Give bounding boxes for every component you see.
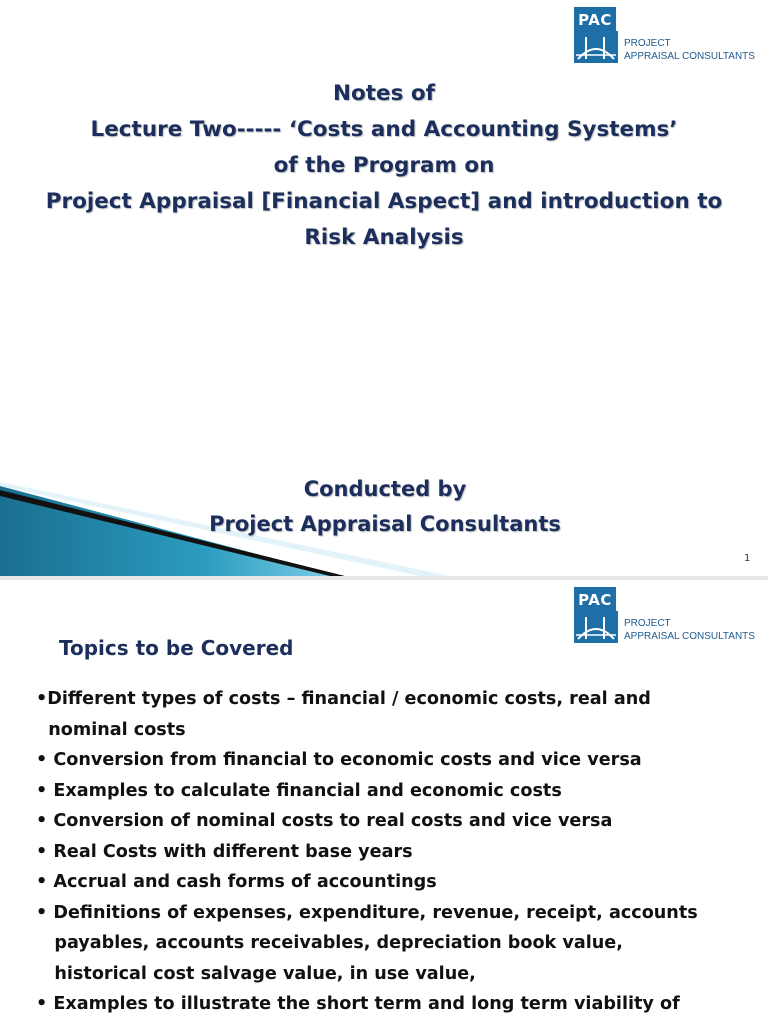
- logo-line-2: APPRAISAL CONSULTANTS: [624, 51, 755, 62]
- page-number: 1: [744, 553, 751, 564]
- list-item: • Definitions of expenses, expenditure, revenue, receipt, accounts: [36, 902, 698, 923]
- logo-badge: PAC: [574, 587, 616, 613]
- list-item: • Conversion of nominal costs to real costs and vice versa: [36, 811, 613, 831]
- list-item: nominal costs: [36, 719, 186, 740]
- title-line: Project Appraisal [Financial Aspect] and introduction to: [45, 189, 723, 214]
- title-line: of the Program on: [273, 153, 495, 178]
- list-item: • Conversion from financial to economic costs and vice versa: [36, 750, 642, 770]
- list-item: • Real Costs with different base years: [36, 841, 413, 862]
- bridge-logo-icon: [574, 31, 618, 63]
- conducted-line: Conducted by: [303, 477, 467, 501]
- pac-logo: [574, 7, 768, 67]
- topics-heading: Topics to be Covered: [59, 636, 294, 660]
- topics-list: [36, 684, 762, 1020]
- slide-title: [24, 76, 744, 256]
- list-item: • Accrual and cash forms of accountings: [36, 872, 437, 892]
- logo-badge: PAC: [574, 7, 616, 33]
- pac-logo: [574, 587, 768, 647]
- title-line: Risk Analysis: [304, 225, 464, 250]
- list-item: historical cost salvage value, in use value,: [36, 963, 476, 984]
- list-item: • Examples to calculate financial and economic costs: [36, 780, 562, 801]
- topics-slide: [0, 580, 768, 1024]
- list-item: •Different types of costs – financial / economic costs, real and: [36, 689, 651, 709]
- logo-line-1: PROJECT: [624, 38, 671, 49]
- list-item: payables, accounts receivables, depreciation book value,: [36, 933, 623, 953]
- logo-line-2: APPRAISAL CONSULTANTS: [624, 631, 755, 642]
- bridge-logo-icon: [574, 611, 618, 643]
- logo-line-1: PROJECT: [624, 618, 671, 629]
- title-line: Notes of: [332, 81, 436, 106]
- conducted-by: [160, 472, 610, 542]
- title-line: Lecture Two----- ‘Costs and Accounting Systems’: [90, 117, 678, 142]
- conducted-line: Project Appraisal Consultants: [209, 512, 561, 536]
- list-item: • Examples to illustrate the short term and long term viability of: [36, 994, 680, 1014]
